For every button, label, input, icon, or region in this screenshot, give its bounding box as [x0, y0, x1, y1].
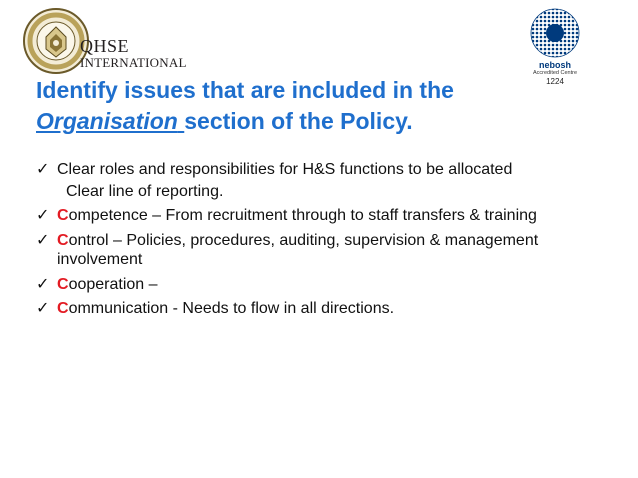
bullet-list	[36, 160, 606, 324]
list-item	[36, 182, 606, 202]
nebosh-name: nebosh	[538, 60, 571, 70]
item-text: ommunication - Needs to flow in all directions.	[68, 300, 395, 317]
item-initial: C	[57, 300, 69, 317]
check-icon: ✓	[36, 207, 50, 224]
list-item	[36, 160, 606, 180]
qhse-logo	[22, 7, 212, 79]
list-item	[36, 275, 606, 295]
item-initial: C	[57, 207, 69, 224]
brand-line-2: INTERNATIONAL	[80, 55, 187, 70]
check-icon: ✓	[36, 161, 50, 178]
brand-line-1: QHSE	[80, 36, 130, 56]
check-icon: ✓	[36, 300, 50, 317]
item-text: ompetence – From recruitment through to staff transfers & training	[68, 207, 537, 224]
item-initial: C	[57, 275, 69, 293]
list-item	[36, 231, 606, 270]
title-highlight: Organisation	[36, 108, 178, 134]
nebosh-globe-icon	[527, 7, 583, 59]
list-item	[36, 299, 606, 319]
check-icon: ✓	[36, 275, 50, 293]
title-part-1: Identify issues that are included in the	[36, 77, 454, 103]
title-part-2: section of the Policy.	[184, 108, 413, 134]
slide-title	[36, 75, 516, 137]
item-text: ooperation –	[68, 275, 158, 293]
item-text: Clear roles and responsibilities for H&S functions to be allocated	[57, 161, 513, 178]
nebosh-number: 1224	[546, 77, 564, 86]
item-text: Clear line of reporting.	[66, 182, 224, 200]
nebosh-logo	[516, 7, 594, 89]
qhse-brand-text	[80, 37, 187, 70]
item-initial: C	[57, 231, 69, 249]
check-icon: ✓	[36, 231, 50, 249]
item-text: ontrol – Policies, procedures, auditing, supervision & management involvement	[57, 231, 539, 268]
list-item	[36, 206, 606, 226]
nebosh-subtitle: Accredited Centre	[532, 70, 578, 76]
